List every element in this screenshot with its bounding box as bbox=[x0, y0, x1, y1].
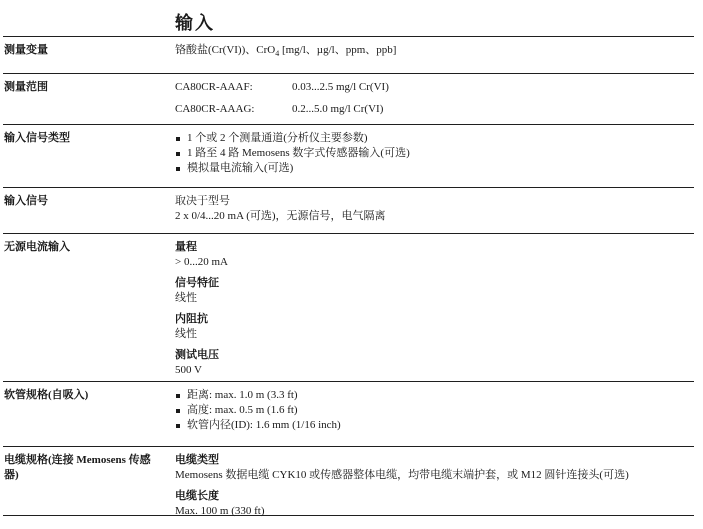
bullet-square-icon bbox=[176, 394, 180, 398]
bullet-square-icon bbox=[176, 152, 180, 156]
bullet-list bbox=[175, 131, 694, 176]
page-title: 输入 bbox=[175, 13, 215, 33]
sub-heading: 信号特征 bbox=[175, 277, 219, 289]
text-line: 取决于型号 bbox=[175, 195, 230, 207]
spec-group bbox=[175, 348, 694, 378]
sub-value: 500 V bbox=[175, 364, 202, 376]
subscript: 4 bbox=[275, 49, 280, 59]
spec-group bbox=[175, 312, 694, 342]
bullet-square-icon bbox=[176, 137, 180, 141]
spec-label: 软管规格(自吸入) bbox=[4, 389, 89, 401]
spec-group bbox=[175, 489, 694, 519]
measured-variable-value: 铬酸盐(Cr(VI))、CrO$_4$ [mg/l、µg/l、ppm、ppb] bbox=[175, 44, 397, 59]
spec-label: 输入信号 bbox=[4, 195, 48, 207]
spec-table bbox=[3, 36, 694, 516]
model-code: CA80CR-AAAG: bbox=[175, 103, 255, 115]
sub-heading: 测试电压 bbox=[175, 349, 219, 361]
sub-heading: 电缆长度 bbox=[175, 490, 219, 502]
spec-group bbox=[175, 276, 694, 306]
spec-row-cable-specification bbox=[3, 446, 694, 515]
list-item: 模拟量电流输入(可选) bbox=[175, 161, 694, 176]
sub-value: Max. 100 m (330 ft) bbox=[175, 505, 265, 517]
list-item: 1 个或 2 个测量通道(分析仪主要参数) bbox=[175, 131, 694, 146]
bullet-square-icon bbox=[176, 409, 180, 413]
spec-label: 测量变量 bbox=[4, 44, 48, 56]
spec-label: 测量范围 bbox=[4, 81, 48, 93]
spec-row-passive-current-input bbox=[3, 233, 694, 381]
spec-label: 输入信号类型 bbox=[4, 132, 70, 144]
sub-value: 线性 bbox=[175, 292, 197, 304]
spec-row-input-signal bbox=[3, 187, 694, 233]
sub-value: 线性 bbox=[175, 328, 197, 340]
list-item: 高度: max. 0.5 m (1.6 ft) bbox=[175, 403, 694, 418]
spec-row-measuring-range bbox=[3, 73, 694, 124]
bullet-square-icon bbox=[176, 167, 180, 171]
bullet-square-icon bbox=[176, 424, 180, 428]
spec-row-measured-variable bbox=[3, 36, 694, 73]
spec-row-hose-specification bbox=[3, 381, 694, 446]
bullet-list bbox=[175, 388, 694, 433]
list-item: 距离: max. 1.0 m (3.3 ft) bbox=[175, 388, 694, 403]
spec-row-input-signal-types bbox=[3, 124, 694, 187]
spec-group bbox=[175, 240, 694, 270]
spec-group bbox=[175, 453, 694, 483]
sub-heading: 量程 bbox=[175, 241, 197, 253]
model-range: 0.03...2.5 mg/l Cr(VI) bbox=[292, 81, 389, 93]
sub-heading: 电缆类型 bbox=[175, 454, 219, 466]
list-item: 软管内径(ID): 1.6 mm (1/16 inch) bbox=[175, 418, 694, 433]
range-line bbox=[175, 80, 694, 95]
model-range: 0.2...5.0 mg/l Cr(VI) bbox=[292, 103, 384, 115]
text-line: 2 x 0/4...20 mA (可选)，无源信号，电气隔离 bbox=[175, 210, 386, 222]
sub-value: > 0...20 mA bbox=[175, 256, 228, 268]
model-code: CA80CR-AAAF: bbox=[175, 81, 253, 93]
spec-label: 电缆规格(连接 Memosens 传感器) bbox=[4, 454, 151, 481]
spec-label: 无源电流输入 bbox=[4, 241, 70, 253]
sub-value: Memosens 数据电缆 CYK10 或传感器整体电缆，均带电缆末端护套，或 M12 圆针连接头(可选) bbox=[175, 469, 629, 481]
sub-heading: 内阻抗 bbox=[175, 313, 208, 325]
list-item: 1 路至 4 路 Memosens 数字式传感器输入(可选) bbox=[175, 146, 694, 161]
range-line bbox=[175, 102, 694, 117]
